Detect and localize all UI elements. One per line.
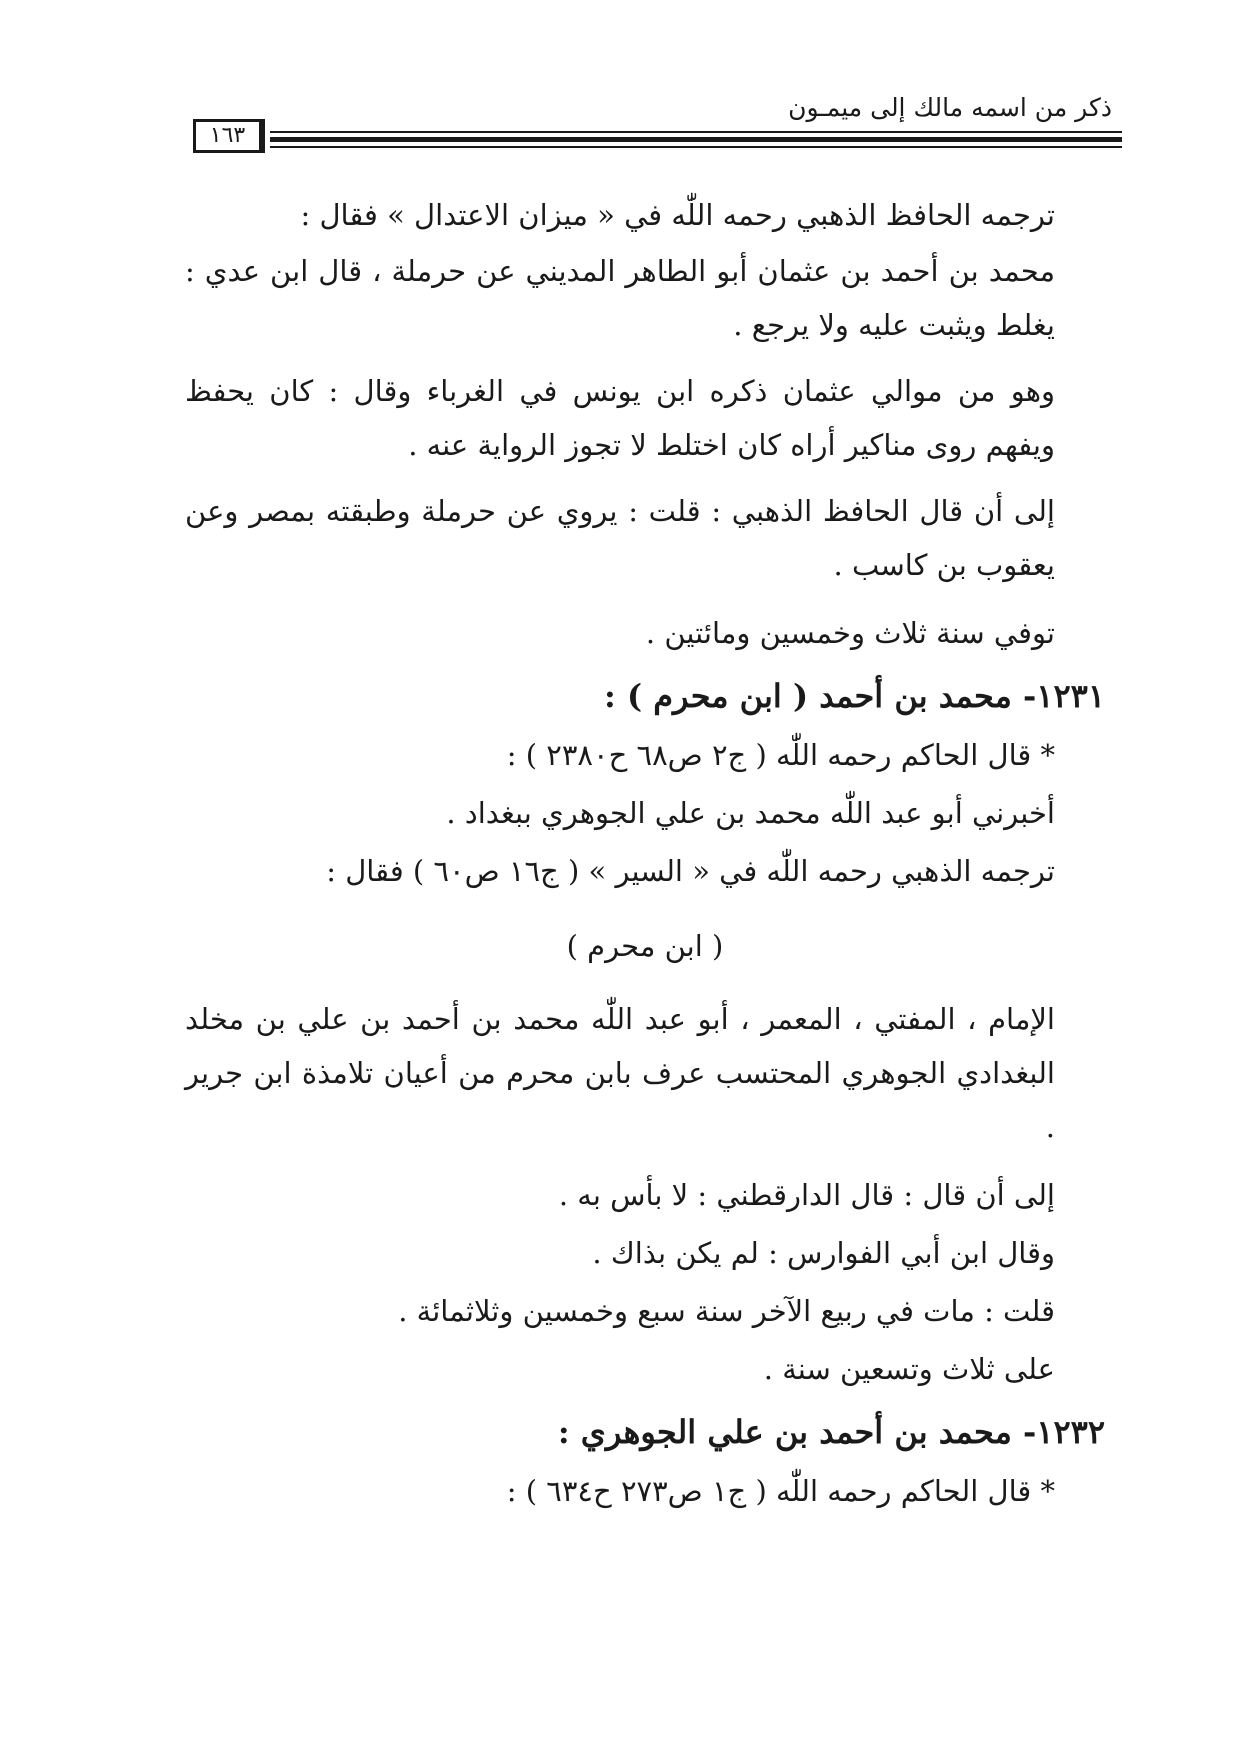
entry-heading-1232: ١٢٣٢- محمد بن أحمد بن علي الجوهري : [557,1413,1105,1451]
running-title: ذكر من اسمه مالك إلى ميمـون [788,93,1112,122]
paragraph-6: * قال الحاكم رحمه اللّٰه ( ج٢ ص٦٨ ح٢٣٨٠ ) : [506,738,1055,772]
paragraph-5: توفي سنة ثلاث وخمسين ومائتين . [645,616,1055,650]
paragraph-2: محمد بن أحمد بن عثمان أبو الطاهر المديني عن حرملة ، قال ابن عدي : يغلط ويثبت عليه ولا يرجع . [185,254,1055,342]
paragraph-9-subtitle: ( ابن محرم ) [566,929,724,963]
page-number: ١٦٣ [193,119,265,153]
paragraph-3: وهو من موالي عثمان ذكره ابن يونس في الغرباء وقال : كان يحفظ ويفهم روى مناكير أراه كان اختلط لا تجوز الرواية عنه . [185,374,1055,462]
header-rule-bottom [270,146,1122,148]
paragraph-15: * قال الحاكم رحمه اللّٰه ( ج١ ص٢٧٣ ح٦٣٤ ) : [506,1474,1055,1508]
paragraph-13: قلت : مات في ربيع الآخر سنة سبع وخمسين وثلاثمائة . [398,1294,1055,1328]
paragraph-1: ترجمه الحافظ الذهبي رحمه اللّٰه في « ميزان الاعتدال » فقال : [300,198,1055,232]
page-body [185,186,1105,1520]
paragraph-14: على ثلاث وتسعين سنة . [763,1352,1055,1386]
paragraph-12: وقال ابن أبي الفوارس : لم يكن بذاك . [592,1236,1055,1270]
paragraph-8: ترجمه الذهبي رحمه اللّٰه في « السير » ( ج١٦ ص٦٠ ) فقال : [326,854,1055,888]
header-rule-middle [270,137,1122,142]
header-rule-top [270,131,1122,133]
entry-heading-1231: ١٢٣١- محمد بن أحمد ( ابن محرم ) : [604,677,1105,715]
paragraph-11: إلى أن قال : قال الدارقطني : لا بأس به . [558,1178,1055,1212]
paragraph-4: إلى أن قال الحافظ الذهبي : قلت : يروي عن حرملة وطبقته بمصر وعن يعقوب بن كاسب . [185,494,1055,582]
paragraph-7: أخبرني أبو عبد اللّٰه محمد بن علي الجوهري ببغداد . [446,796,1055,830]
paragraph-10: الإمام ، المفتي ، المعمر ، أبو عبد اللّٰه محمد بن أحمد بن علي بن مخلد البغدادي الجوهري المحتسب عرف بابن محرم من أعيان تلامذة ابن جرير . [185,1002,1055,1144]
